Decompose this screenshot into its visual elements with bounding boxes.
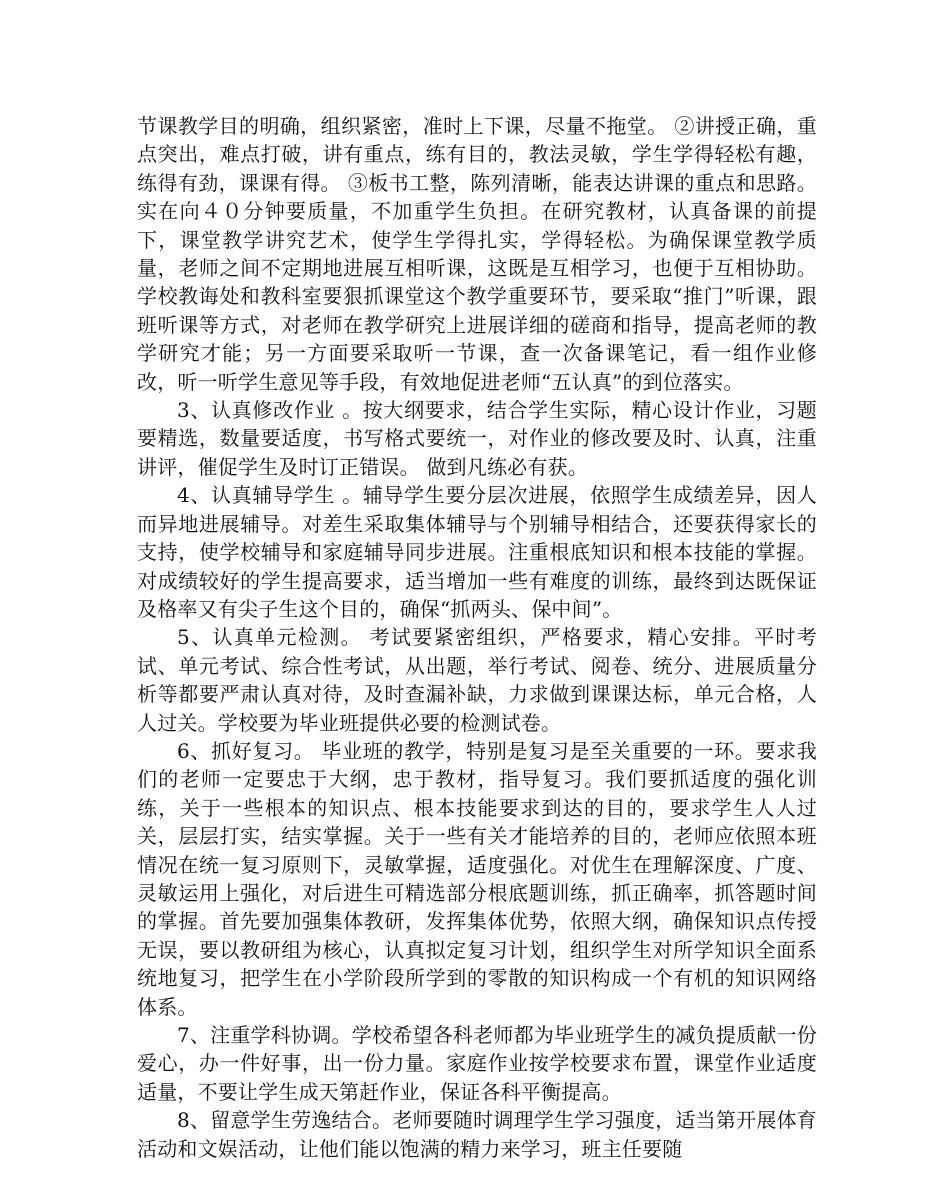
paragraph-item-6-review: 6、抓好复习。 毕业班的教学，特别是复习是至关重要的一环。要求我们的老师一定要忠于大纲，忠于教材，指导复习。我们要抓适度的强化训练，关于一些根本的知识点、根本技能要求到达的目的，要求学生人人过关，层层打实，结实掌握。关于一些有关才能培养的目的，老师应依照本班情况在统一复习原则下，灵敏掌握，适度强化。对优生在理解深度、广度、灵敏运用上强化，对后进生可精选部分根底题训练，抓正确率，抓答题时间的掌握。首先要加强集体教研，发挥集体优势，依照大纲，确保知识点传授无误，要以教研组为核心，认真拟定复习计划，组织学生对所学知识全面系统地复习，把学生在小学阶段所学到的零散的知识构成一个有机的知识网络体系。 — [137, 738, 817, 1019]
paragraph-item-7-subject-coordination: 7、注重学科协调。学校希望各科老师都为毕业班学生的减负提质献一份爱心，办一件好事，出一份力量。家庭作业按学校要求布置，课堂作业适度适量，不要让学生成天第赶作业，保证各科平衡提高。 — [137, 1023, 817, 1104]
paragraph-item-5-unit-tests: 5、认真单元检测。 考试要紧密组织，严格要求，精心安排。平时考试、单元考试、综合性考试，从出题，举行考试、阅卷、统分、进展质量分析等都要严肃认真对待，及时查漏补缺，力求做到课课达标，单元合格，人人过关。学校要为毕业班提供必要的检测试卷。 — [137, 625, 817, 735]
paragraph-item-3-correct-homework: 3、认真修改作业 。按大纲要求，结合学生实际，精心设计作业，习题要精选，数量要适度，书写格式要统一，对作业的修改要及时、认真，注重讲评，催促学生及时订正错误。 做到凡练必有获。 — [137, 398, 817, 479]
paragraph-item-8-work-rest-balance: 8、留意学生劳逸结合。老师要随时调理学生学习强度，适当第开展体育活动和文娱活动，让他们能以饱满的精力来学习，班主任要随 — [137, 1108, 817, 1161]
document-page — [137, 112, 817, 1163]
paragraph-continued: 节课教学目的明确，组织紧密，准时上下课，尽量不拖堂。 ②讲授正确，重点突出，难点打破，讲有重点，练有目的，教法灵敏，学生学得轻松有趣，练得有劲，课课有得。 ③板书工整，陈列清晰，能表达讲课的重点和思路。 实在向４０分钟要质量，不加重学生负担。在研究教材，认真备课的前提下，课堂教学讲究艺术，使学生学得扎实，学得轻松。为确保课堂教学质量，老师之间不定期地进展互相听课，这既是互相学习，也便于互相协助。学校教诲处和教科室要狠抓课堂这个教学重要环节，要采取“推门”听课，跟班听课等方式，对老师在教学研究上进展详细的磋商和指导，提高老师的教学研究才能；另一方面要采取听一节课，查一次备课笔记，看一组作业修改，听一听学生意见等手段，有效地促进老师“五认真”的到位落实。 — [137, 114, 817, 394]
paragraph-item-4-tutor-students: 4、认真辅导学生 。辅导学生要分层次进展，依照学生成绩差异，因人而异地进展辅导。对差生采取集体辅导与个别辅导相结合，还要获得家长的支持，使学校辅导和家庭辅导同步进展。注重根底知识和根本技能的掌握。对成绩较好的学生提高要求，适当增加一些有难度的训练，最终到达既保证及格率又有尖子生这个目的，确保“抓两头、保中间”。 — [137, 483, 817, 621]
